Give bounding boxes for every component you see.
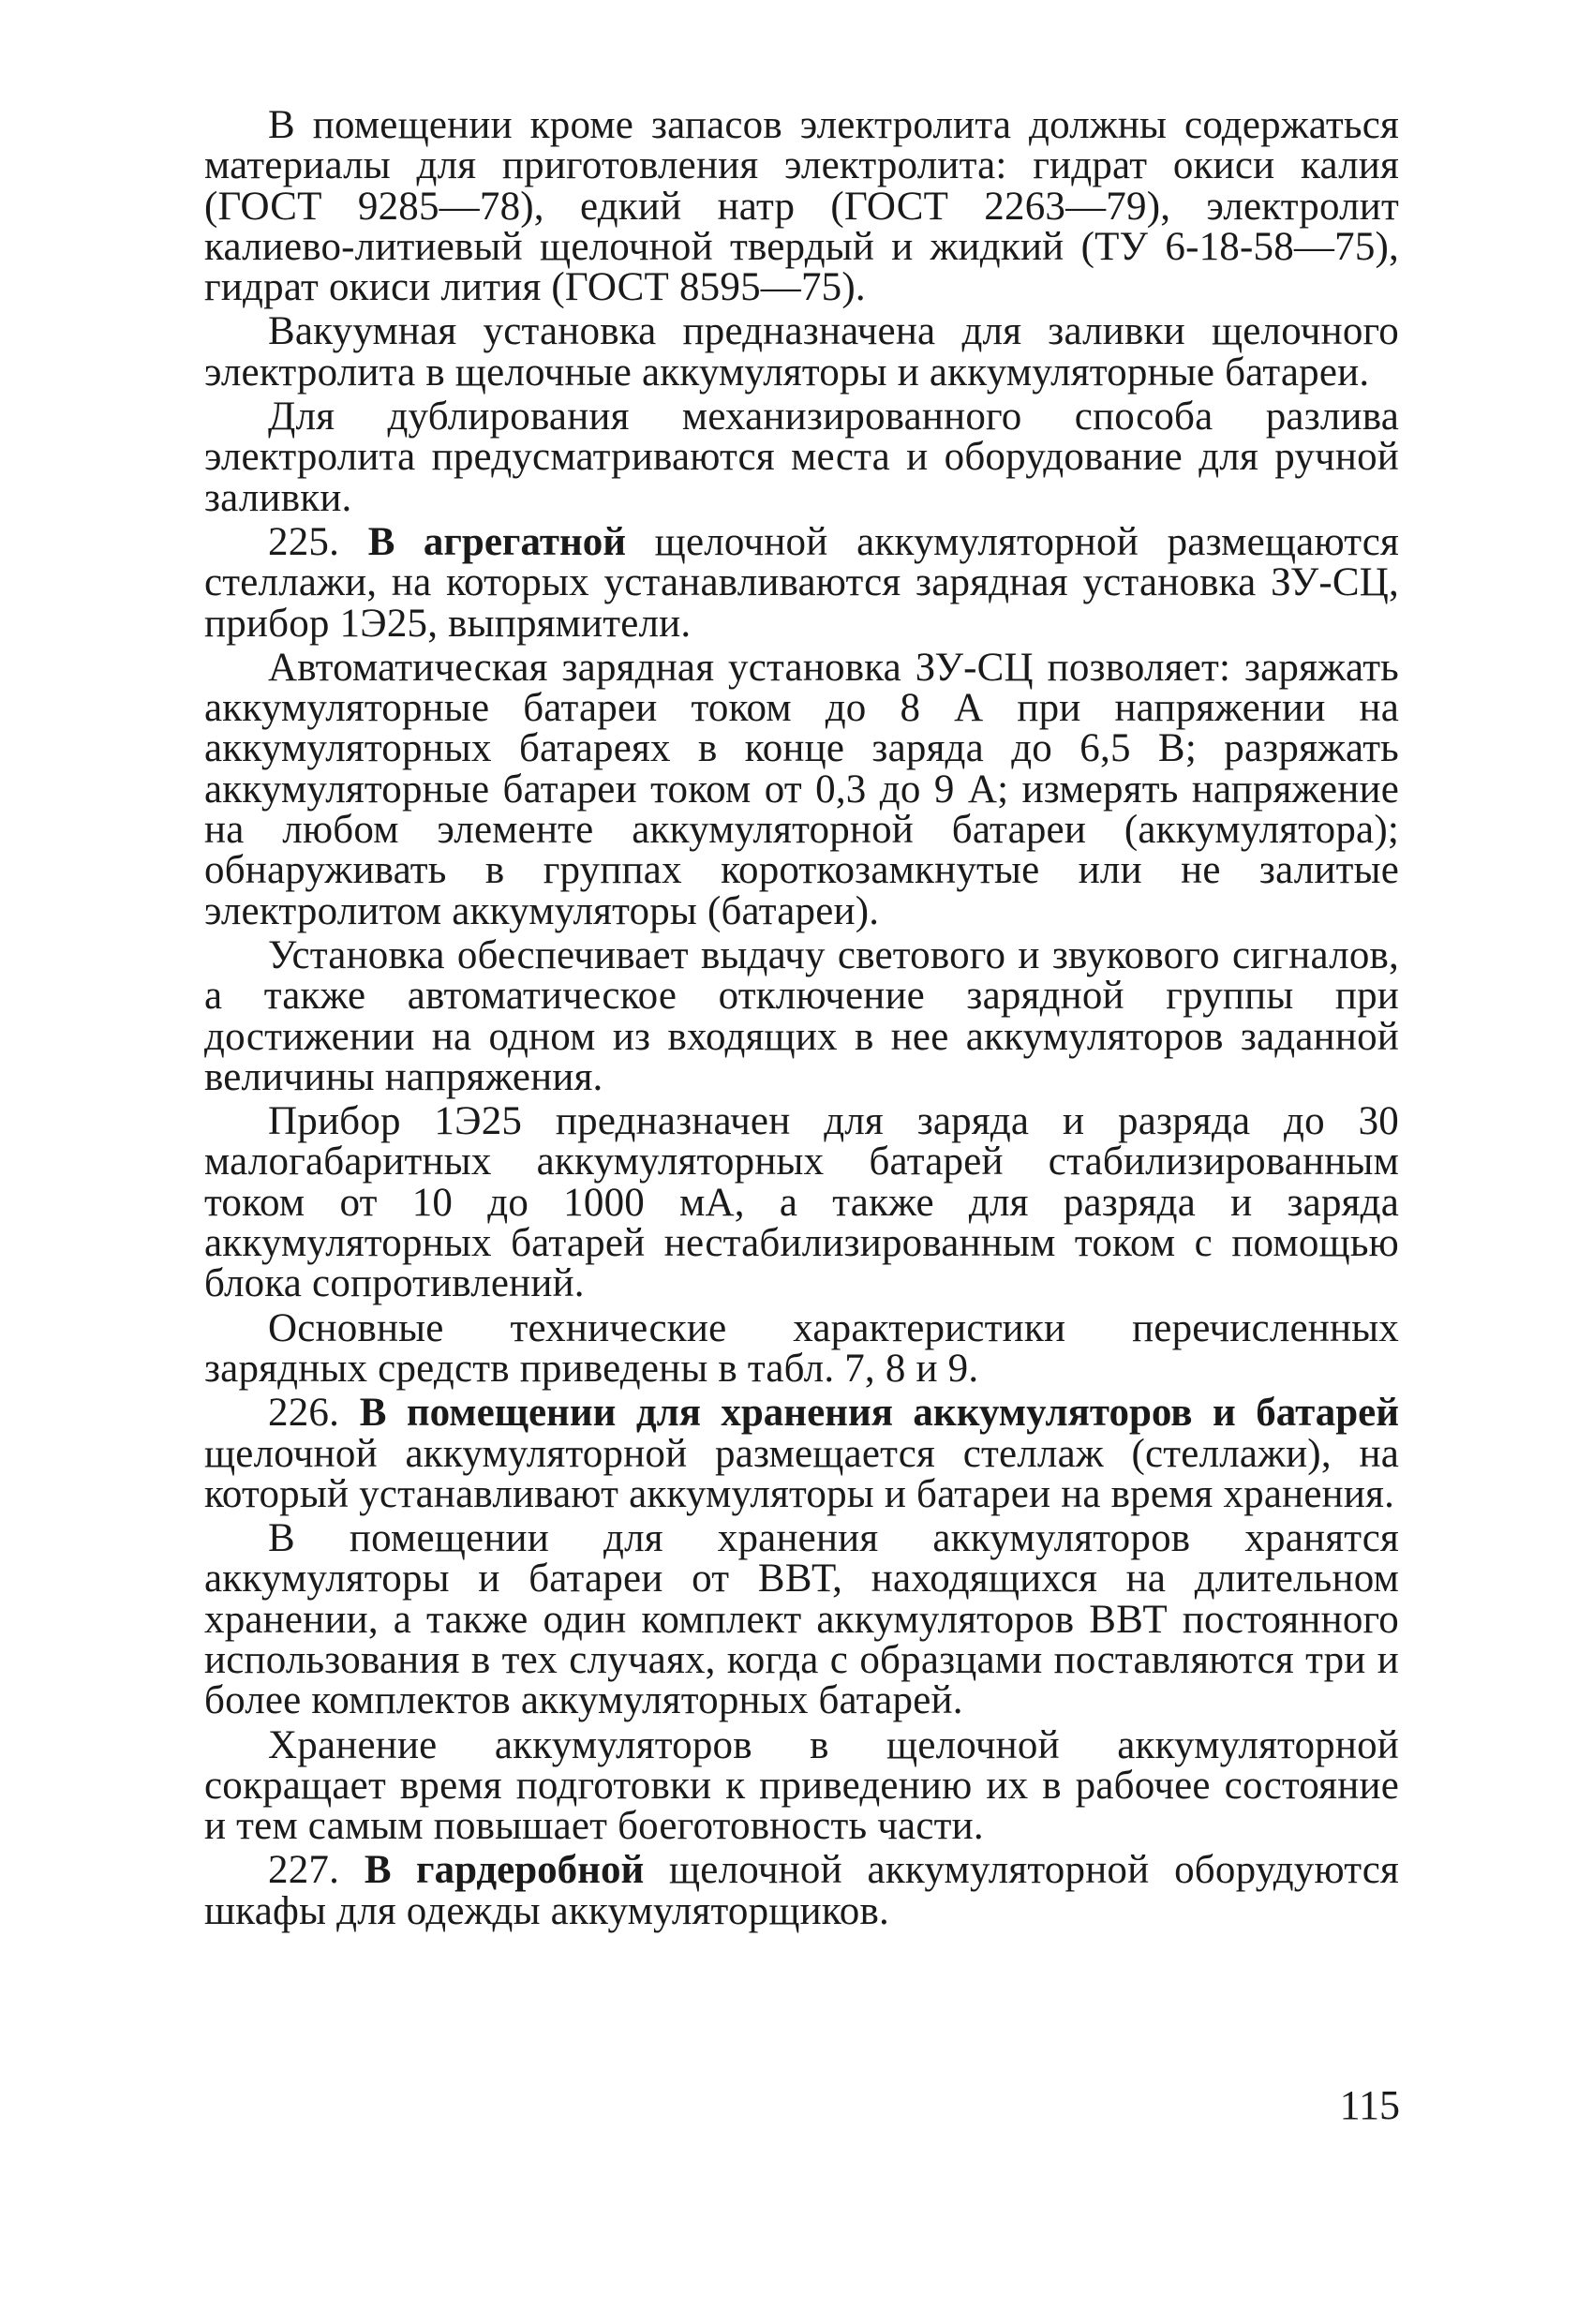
paragraph <box>204 645 1399 933</box>
paragraph-text: Прибор 1Э25 предназначен для заряда и разряда до 30 малогабаритных аккумуляторных батарей стабилизированным током от 10 до 1000 мА, а также для разряда и заряда аккумуляторных батарей нестабилизированным током с помощью блока сопротивлений. <box>204 1099 1399 1306</box>
paragraph-text: щелочной аккумуляторной оборудуются шкафы для одежды аккумуляторщиков. <box>204 1848 1400 1933</box>
paragraph-heading: В гардеробной <box>364 1848 645 1893</box>
paragraph <box>204 103 1399 310</box>
paragraph-text: Основные технические характеристики перечисленных зарядных средств приведены в табл. 7, 8 и 9. <box>204 1305 1399 1391</box>
paragraph-heading: В помещении для хранения аккумуляторов и батарей <box>359 1391 1399 1436</box>
paragraph <box>204 1518 1399 1721</box>
paragraph-text: В помещении для хранения аккумуляторов хранятся аккумуляторы и батареи от ВВТ, находящихся на длительном хранении, а также один комплект аккумуляторов ВВТ постоянного использования в тех случаях, когда с образцами поставляются три и более комплектов аккумуляторных батарей. <box>204 1516 1399 1723</box>
page-body <box>204 105 1399 1935</box>
paragraph-lead: 227. <box>268 1848 365 1893</box>
paragraph <box>204 519 1399 646</box>
paragraph-text: Для дублирования механизированного способа разлива электролита предусматриваются места и оборудование для ручной заливки. <box>204 395 1399 520</box>
paragraph-text: Вакуумная установка предназначена для заливки щелочного электролита в щелочные аккумуляторы и аккумуляторные батареи. <box>204 309 1399 395</box>
paragraph <box>204 311 1399 393</box>
page-number: 115 <box>1339 2082 1400 2128</box>
paragraph <box>204 932 1399 1099</box>
paragraph <box>204 1393 1399 1514</box>
paragraph <box>204 396 1399 518</box>
paragraph-lead: 226. <box>268 1391 360 1436</box>
paragraph-lead: 225. <box>268 519 368 564</box>
paragraph <box>204 1850 1399 1931</box>
paragraph-text: щелочной аккумуляторной размещаются стеллажи, на которых устанавливаются зарядная установка ЗУ-СЦ, прибор 1Э25, выпрямители. <box>204 519 1399 646</box>
paragraph-text: Автоматическая зарядная установка ЗУ-СЦ позволяет: заряжать аккумуляторные батареи током до 8 А при напряжении на аккумуляторных батареях в конце заряда до 6,5 В; разряжать аккумуляторные батареи током от 0,3 до 9 А; измерять напряжение на любом элементе аккумуляторной батареи (аккумулятора); обнаруживать в группах короткозамкнутые или не залитые электролитом аккумуляторы (батареи). <box>204 645 1399 933</box>
paragraph-text: Хранение аккумуляторов в щелочной аккумуляторной сокращает время подготовки к приведению их в рабочее состояние и тем самым повышает боеготовность части. <box>204 1722 1399 1849</box>
paragraph-text: Установка обеспечивает выдачу светового и звукового сигналов, а также автоматическое отключение зарядной группы при достижении на одном из входящих в нее аккумуляторов заданной величины напряжения. <box>204 932 1399 1099</box>
paragraph <box>204 1305 1399 1391</box>
paragraph-heading: В агрегатной <box>367 519 626 564</box>
paragraph-text: В помещении кроме запасов электролита должны содержаться материалы для приготовления электролита: гидрат окиси калия (ГОСТ 9285—78), едкий натр (ГОСТ 2263—79), электролит калиево-литиевый щелочной твердый и жидкий (ТУ 6-18-58—75), гидрат окиси лития (ГОСТ 8595—75). <box>204 103 1399 310</box>
paragraph-text: щелочной аккумуляторной размещается стеллаж (стеллажи), на который устанавливают аккумуляторы и батареи на время хранения. <box>204 1431 1399 1516</box>
paragraph <box>204 1101 1399 1304</box>
paragraph <box>204 1722 1399 1849</box>
